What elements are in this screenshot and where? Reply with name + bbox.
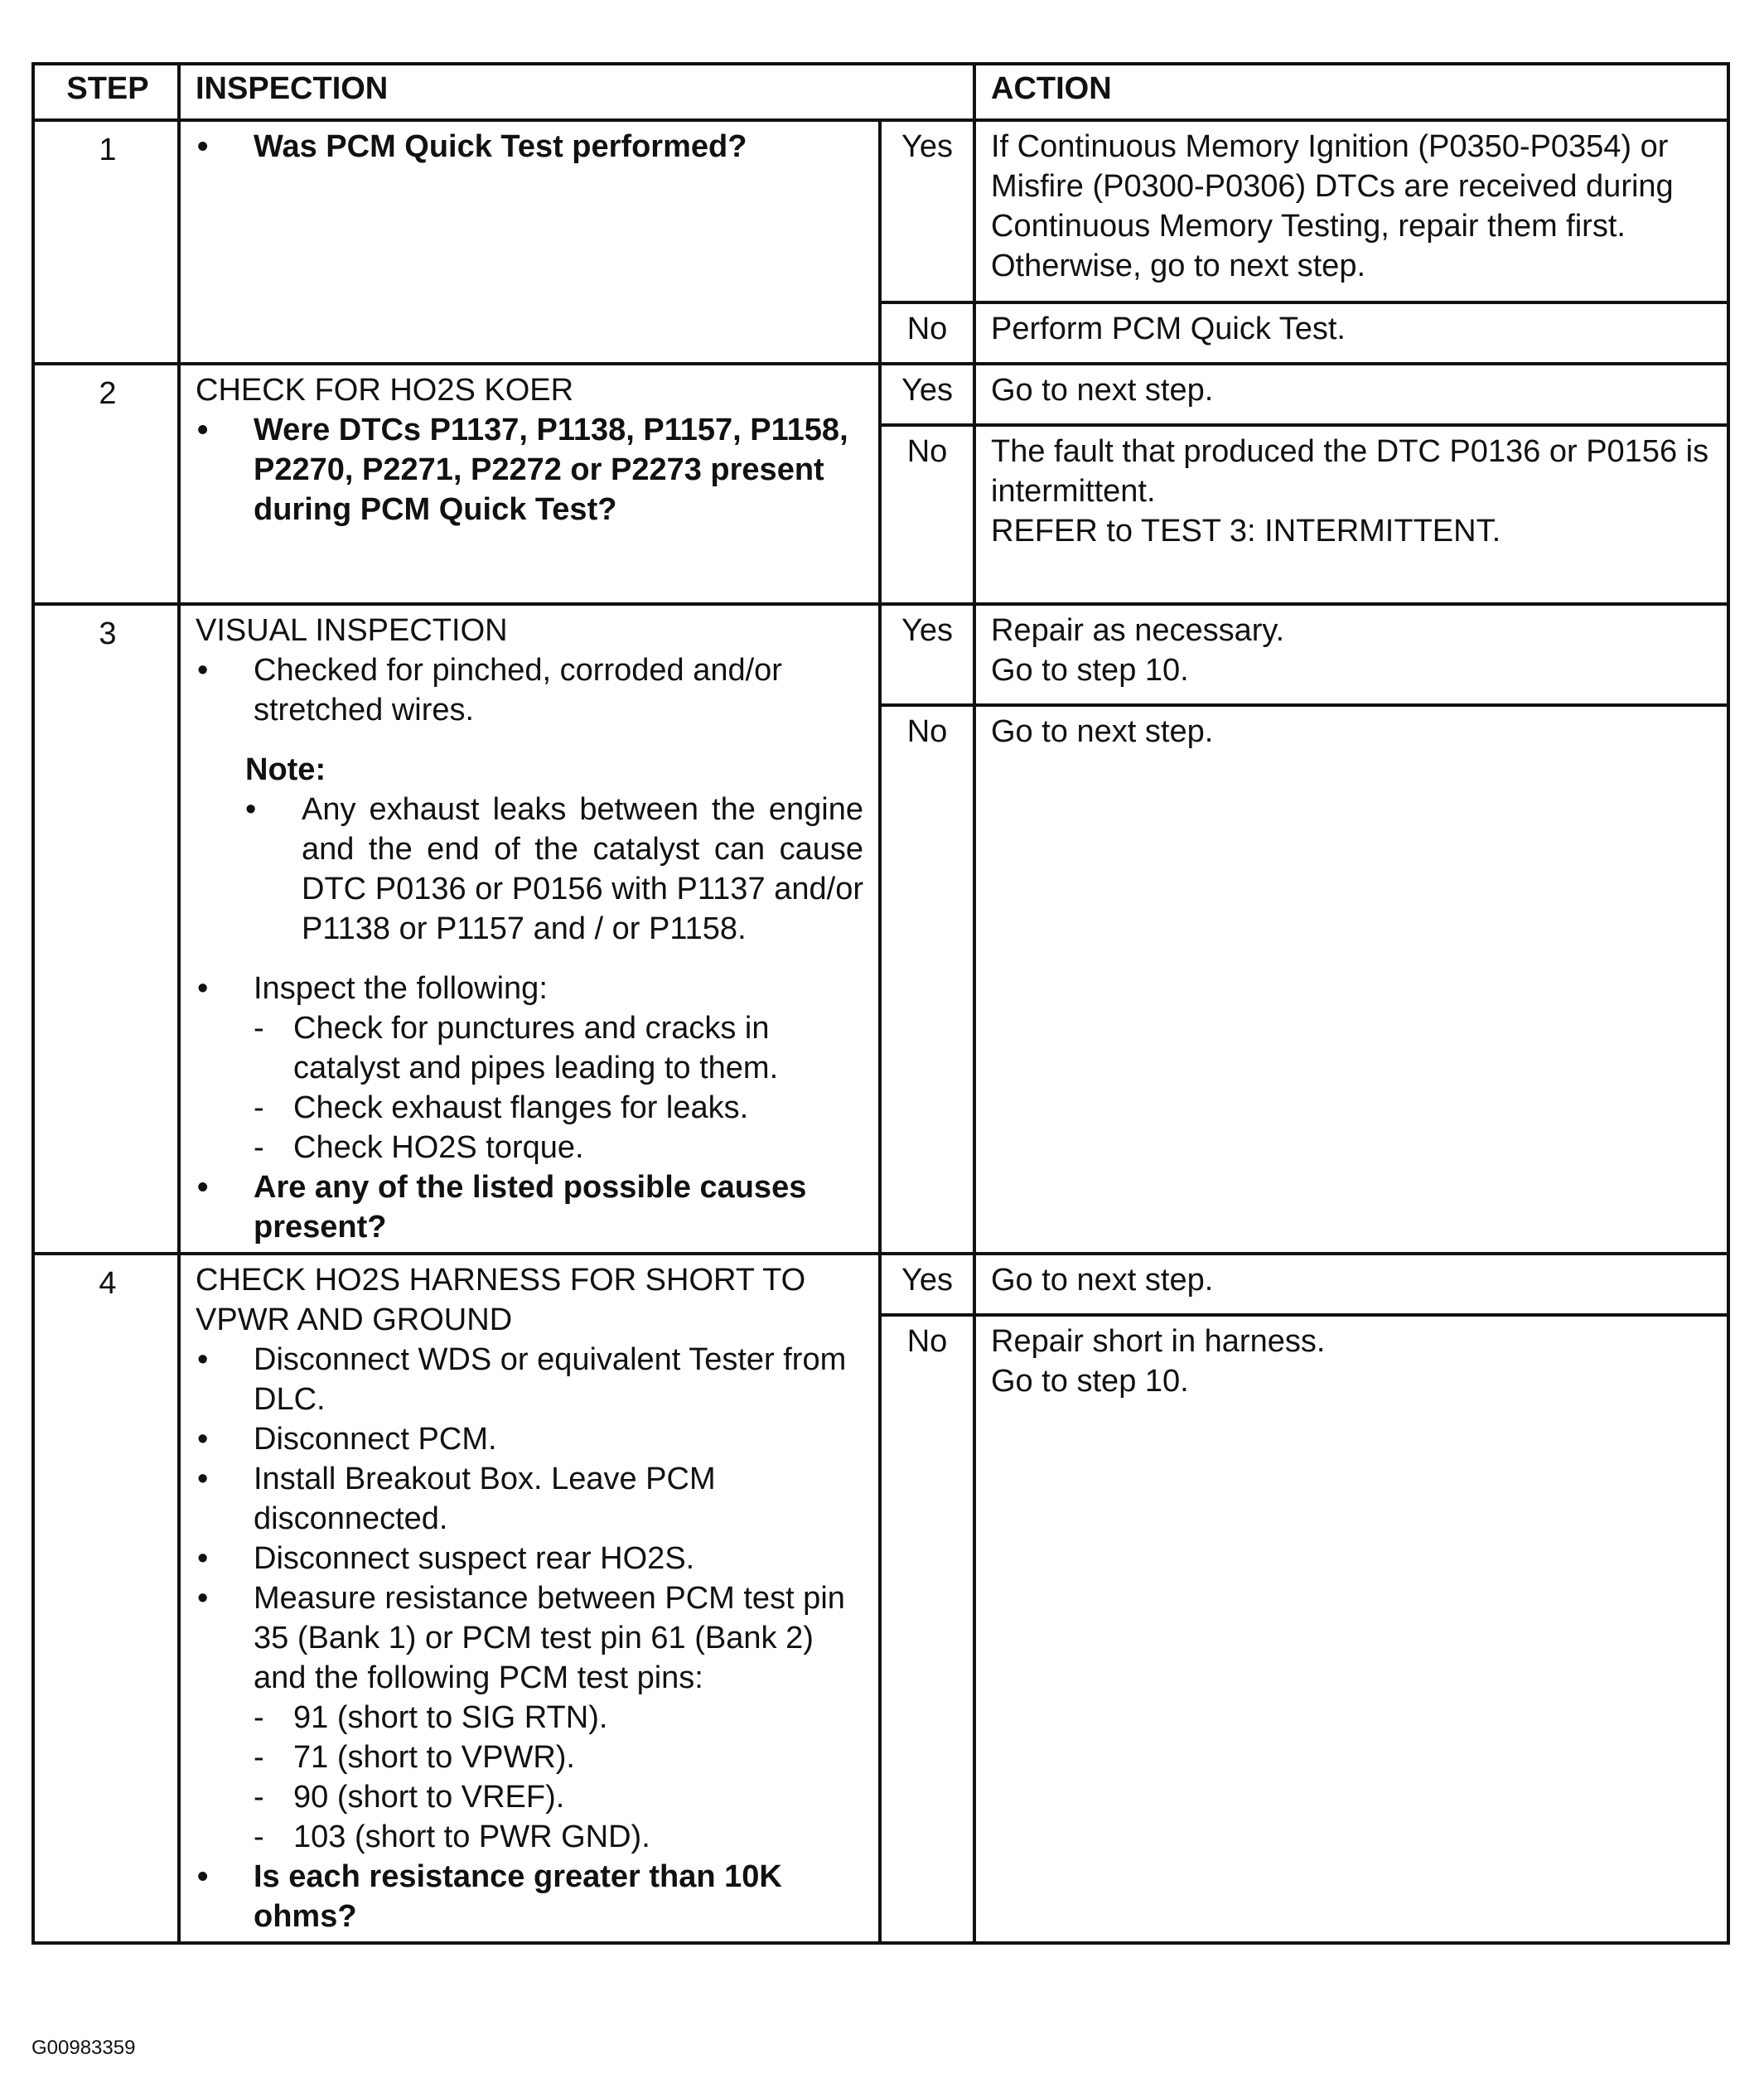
header-action: ACTION xyxy=(974,64,1728,120)
step-2-no-action xyxy=(974,425,1728,604)
step-2-no-label: No xyxy=(880,425,974,604)
step-4-bullet-3: • Install Breakout Box. Leave PCM disconnected. xyxy=(196,1459,867,1539)
step-3-no-label: No xyxy=(880,705,974,1254)
step-4-bullet-5: • Measure resistance between PCM test pin 35 (Bank 1) or PCM test pin 61 (Bank 2) and the following PCM test pins: xyxy=(196,1578,867,1698)
header-inspection: INSPECTION xyxy=(179,64,974,120)
step-1-yes-label: Yes xyxy=(880,120,974,302)
step-2-inspection xyxy=(179,364,880,604)
step-4-dash-2: - 71 (short to VPWR). xyxy=(196,1738,867,1777)
step-4-no-label: No xyxy=(880,1315,974,1943)
step-4-yes-row xyxy=(33,1254,1728,1315)
step-3-title: VISUAL INSPECTION xyxy=(196,613,508,648)
step-3-yes-action-line-2: Go to step 10. xyxy=(991,653,1189,688)
step-2-yes-row xyxy=(33,364,1728,425)
step-1-yes-action: If Continuous Memory Ignition (P0350-P0354) or Misfire (P0300-P0306) DTCs are received during Continuous Memory Testing, repair them first. Otherwise, go to next step. xyxy=(974,120,1728,302)
step-4-dash-3: - 90 (short to VREF). xyxy=(196,1777,867,1817)
header-step: STEP xyxy=(33,64,179,120)
step-3-number: 3 xyxy=(33,604,179,1254)
step-2-question: • Were DTCs P1137, P1138, P1157, P1158, P2270, P2271, P2272 or P2273 present during PCM Quick Test? xyxy=(196,410,867,529)
step-2-title: CHECK FOR HO2S KOER xyxy=(196,373,574,408)
step-3-question: • Are any of the listed possible causes present? xyxy=(196,1167,867,1247)
diagnostic-table xyxy=(31,62,1730,1945)
step-4-inspection xyxy=(179,1254,880,1943)
step-4-yes-action: Go to next step. xyxy=(974,1254,1728,1315)
step-1-question: • Was PCM Quick Test performed? xyxy=(196,127,867,167)
step-4-bullet-1: • Disconnect WDS or equivalent Tester from DLC. xyxy=(196,1340,867,1419)
step-4-bullet-4: • Disconnect suspect rear HO2S. xyxy=(196,1539,867,1578)
step-2-no-action-line-1: The fault that produced the DTC P0136 or P0156 is intermittent. xyxy=(991,434,1709,509)
step-1-yes-row xyxy=(33,120,1728,302)
step-3-inspection xyxy=(179,604,880,1254)
header-row xyxy=(33,64,1728,120)
step-2-no-action-line-2: REFER to TEST 3: INTERMITTENT. xyxy=(991,514,1501,549)
figure-id: G00983359 xyxy=(31,2037,136,2059)
step-3-note-label: Note: xyxy=(245,752,326,787)
step-3-bullet-1: • Checked for pinched, corroded and/or stretched wires. xyxy=(196,650,867,730)
step-3-bullet-2: • Inspect the following: xyxy=(196,969,867,1008)
step-4-yes-label: Yes xyxy=(880,1254,974,1315)
step-3-yes-label: Yes xyxy=(880,604,974,705)
step-4-no-action xyxy=(974,1315,1728,1943)
step-4-number: 4 xyxy=(33,1254,179,1943)
step-3-dash-2: - Check exhaust flanges for leaks. xyxy=(196,1088,867,1128)
step-4-bullet-2: • Disconnect PCM. xyxy=(196,1419,867,1459)
step-3-note-text: • Any exhaust leaks between the engine and the end of the catalyst can cause DTC P0136 or P0156 with P1137 and/or P1138 or P1157 and / or P1158. xyxy=(196,790,867,949)
step-2-yes-action: Go to next step. xyxy=(974,364,1728,425)
step-3-no-action: Go to next step. xyxy=(974,705,1728,1254)
step-4-title: CHECK HO2S HARNESS FOR SHORT TO VPWR AND GROUND xyxy=(196,1263,806,1337)
step-1-inspection xyxy=(179,120,880,364)
step-4-no-action-line-1: Repair short in harness. xyxy=(991,1324,1326,1359)
step-2-yes-label: Yes xyxy=(880,364,974,425)
step-2-number: 2 xyxy=(33,364,179,604)
step-3-dash-3: - Check HO2S torque. xyxy=(196,1128,867,1167)
step-4-dash-1: - 91 (short to SIG RTN). xyxy=(196,1698,867,1738)
step-4-question: • Is each resistance greater than 10K ohms? xyxy=(196,1857,867,1936)
step-4-no-action-line-2: Go to step 10. xyxy=(991,1364,1189,1399)
step-1-no-label: No xyxy=(880,302,974,364)
step-3-yes-action xyxy=(974,604,1728,705)
step-4-dash-4: - 103 (short to PWR GND). xyxy=(196,1817,867,1857)
step-3-yes-action-line-1: Repair as necessary. xyxy=(991,613,1285,648)
step-3-yes-row xyxy=(33,604,1728,705)
step-1-no-action: Perform PCM Quick Test. xyxy=(974,302,1728,364)
step-3-dash-1: - Check for punctures and cracks in catalyst and pipes leading to them. xyxy=(196,1008,867,1088)
step-1-number: 1 xyxy=(33,120,179,364)
